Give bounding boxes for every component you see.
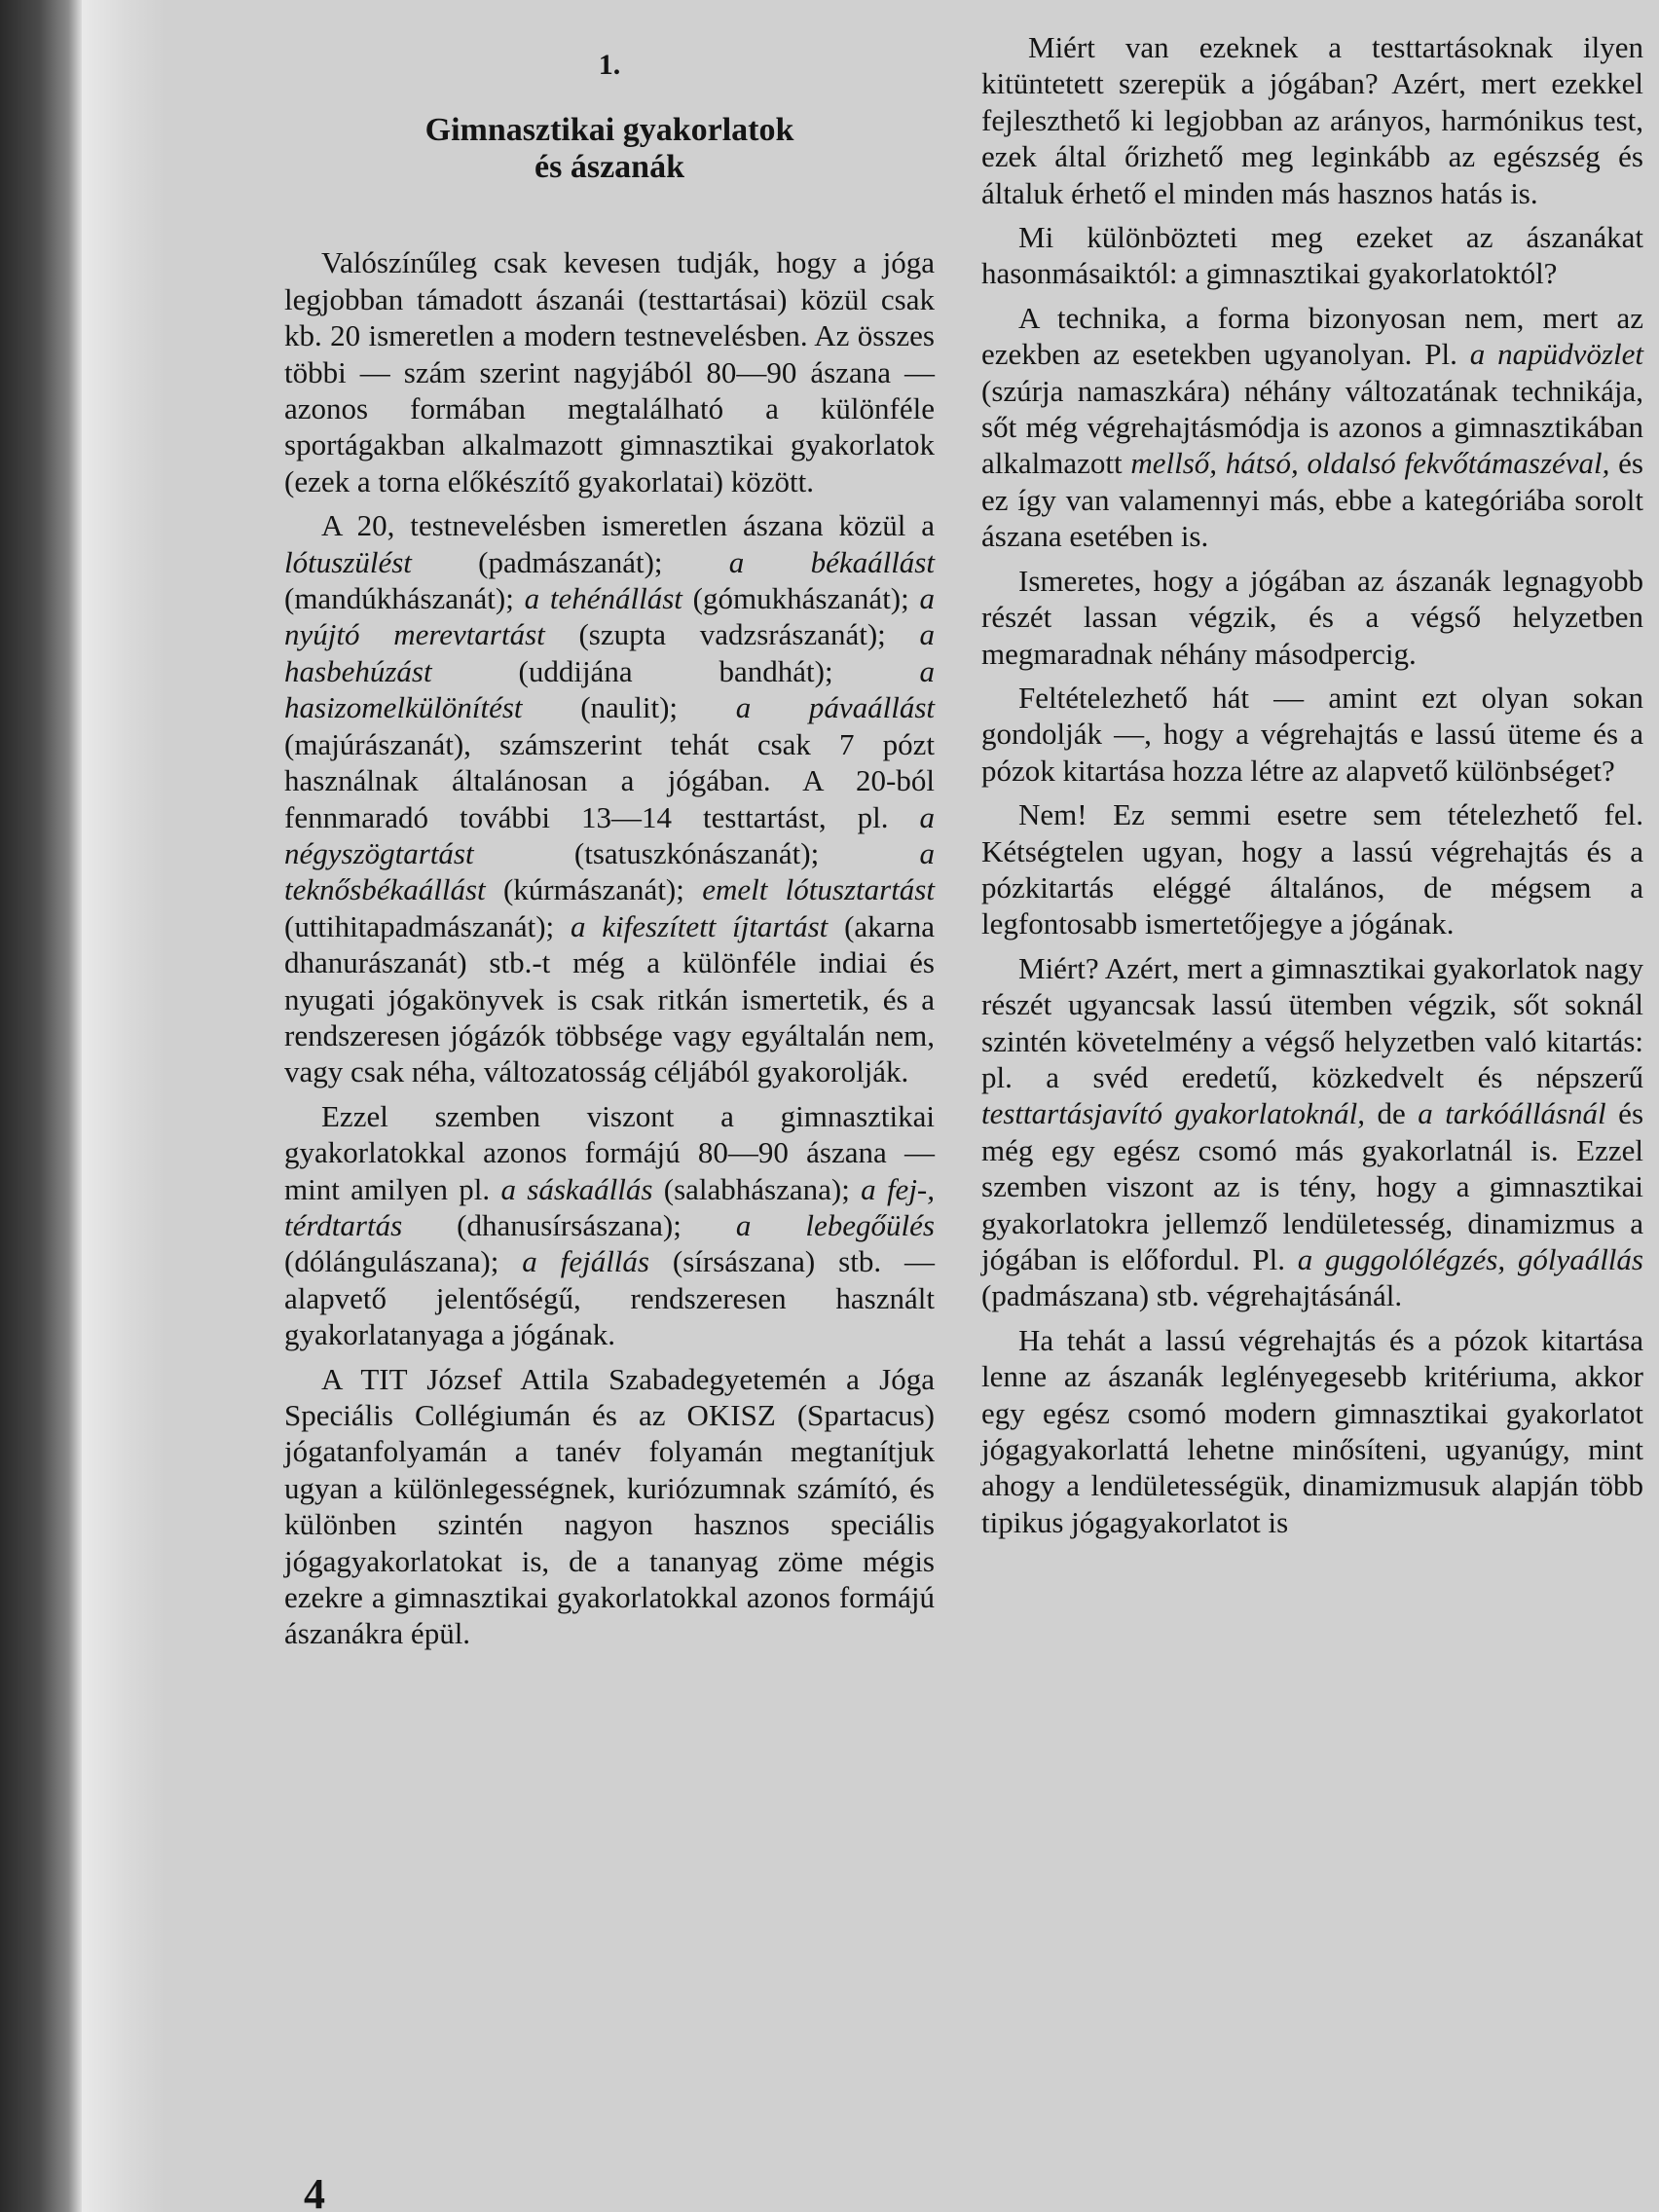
text-run: (uttihitapadmászanát); — [284, 908, 571, 943]
paragraph — [981, 680, 1643, 789]
text-run: Ha tehát a lassú végrehajtás és a pózok kitartása lenne az ászanák leglényegesebb kritériuma, akkor egy egész csomó modern gimnasztikai gyakorlatot jógagyakorlattá lehetne minősíteni, ugyanúgy, mint ahogy a lendületességük, dinamizmusuk alapján több tipikus jógagyakorlatot is — [981, 1322, 1643, 1539]
italic-term: a napüdvözlet — [1469, 337, 1643, 372]
text-run: (szúrja namaszkára) néhány változatának technikája, sőt még végrehajtásmódja is azonos a gimnasztikában alkalmazott — [981, 373, 1643, 481]
text-run: (gómukhászanát); — [682, 581, 920, 616]
italic-term: mellső, hátsó, oldalsó fekvőtámaszéval, — [1130, 446, 1610, 481]
text-run: (dólángulászana); — [284, 1244, 523, 1279]
text-run: Ezzel szemben viszont a gimnasztikai gyakorlatokkal azonos formájú 80—90 ászana — mint amilyen pl. — [284, 1098, 935, 1206]
paragraph — [981, 219, 1643, 292]
text-run: (padmászana) stb. végrehajtásánál. — [981, 1278, 1403, 1313]
italic-term: a hasizomelkülönítést — [284, 653, 935, 725]
text-run: Mi különbözteti meg ezeket az ászanákat hasonmásaiktól: a gimnasztikai gyakorlatoktól? — [981, 220, 1643, 291]
text-run: (akarna dhanurászanát) stb.-t még a különféle indiai és nyugati jógakönyvek is csak ritkán ismertetik, és a rendszeresen jógázók többsége vagy egyáltalán nem, vagy csak néha, változatosság céljából gyakorolják. — [284, 908, 935, 1089]
page-edge — [82, 0, 169, 2212]
chapter-title — [284, 112, 935, 186]
italic-term: lótuszülést — [284, 544, 412, 579]
text-run: A technika, a forma bizonyosan nem, mert az ezekben az esetekben ugyanolyan. Pl. — [981, 300, 1643, 372]
paragraph — [284, 507, 935, 1090]
page-number: 4 — [304, 2170, 325, 2212]
text-run: Nem! Ez semmi esetre sem tételezhető fel. Kétségtelen ugyan, hogy a lassú végrehajtás és a pózkitartás eléggé általános, de mégsem a legfontosabb ismertetőjegye a jógának. — [981, 797, 1643, 941]
italic-term: a tarkóállásnál — [1418, 1096, 1606, 1131]
text-run: (dhanusírsászana); — [402, 1207, 736, 1242]
italic-term: a hasbehúzást — [284, 617, 936, 688]
left-column-body — [284, 244, 935, 1651]
right-column-body — [981, 29, 1643, 1540]
text-run: (kúrmászanát); — [485, 872, 703, 907]
right-column — [981, 29, 1643, 1540]
italic-term: a lebegőülés — [735, 1207, 935, 1242]
text-run: A TIT József Attila Szabadegyetemén a Jóga Speciális Collégiumán és az OKISZ (Spartacus) jógatanfolyamán a tanév folyamán megtanítjuk ugyan a különlegességnek, kuriózumnak számító, és különben szintén nagyon hasznos speciális jógagyakorlatokat is, de a tananyag zöme mégis ezekre a gimnasztikai gyakorlatokkal azonos formájú ászanákra épül. — [284, 1361, 935, 1651]
italic-term: a sáskaállás — [500, 1171, 653, 1206]
text-run: de — [1364, 1096, 1419, 1131]
binding-margin — [0, 0, 82, 2212]
left-column — [284, 39, 935, 1652]
paragraph — [284, 1361, 935, 1652]
text-run: (sírsászana) stb. — alapvető jelentőségű, rendszeresen használt gyakorlatanyaga a jógának. — [284, 1244, 935, 1352]
text-run: (salabhászana); — [652, 1171, 862, 1206]
paragraph — [284, 1098, 935, 1353]
italic-term: a fejállás — [522, 1244, 649, 1279]
paragraph — [981, 950, 1643, 1314]
paragraph — [284, 244, 935, 499]
text-run: Miért? Azért, mert a gimnasztikai gyakorlatok nagy részét ugyancsak lassú ütemben végzik, sőt soknál szintén követelmény a végső helyzetben való kitartás: pl. a svéd eredetű, közkedvelt és népszerű — [981, 950, 1643, 1094]
paragraph — [981, 796, 1643, 942]
italic-term: a nyújtó merevtartást — [284, 581, 935, 652]
text-run: (mandúkhászanát); — [284, 581, 525, 616]
italic-term: a fej-, térdtartás — [284, 1171, 936, 1242]
paragraph — [981, 1322, 1643, 1540]
text-run: Miért van ezeknek a testtartásoknak ilyen kitüntetett szerepük a jógában? Azért, mert ezekkel fejleszthető ki legjobban az arányos, harmónikus test, ezek által őrizhető meg leginkább az egészség és általuk érhető el minden más hasznos hatás is. — [981, 30, 1643, 210]
chapter-number: 1. — [598, 49, 621, 81]
title-line-1: Gimnasztikai gyakorlatok — [424, 112, 794, 149]
paragraph — [981, 29, 1643, 211]
text-run: Valószínűleg csak kevesen tudják, hogy a jóga legjobban támadott ászanái (testtartásai) közül csak kb. 20 ismeretlen a modern testnevelésben. Az összes többi — szám szerint nagyjából 80—90 ászana — azonos formában megtalálható a különféle sportágakban alkalmazott gimnasztikai gyakorlatok (ezek a torna előkészítő gyakorlatai) között. — [284, 245, 935, 498]
text-run: A 20, testnevelésben ismeretlen ászana közül a — [321, 508, 935, 543]
book-page — [166, 0, 1659, 2212]
paragraph — [981, 563, 1643, 672]
text-run: és még egy egész csomó más gyakorlatnál is. Ezzel szemben viszont az is tény, hogy a gimnasztikai gyakorlatokra jellemző lendületesség, dinamizmus a jógában is előfordul. Pl. — [981, 1096, 1644, 1276]
italic-term: a pávaállást — [735, 690, 935, 725]
text-run: (padmászanát); — [411, 544, 729, 579]
italic-term: a négyszögtartást — [284, 799, 935, 870]
text-run: és ez így van valamennyi más, ebbe a kategóriába sorolt ászana esetében is. — [981, 446, 1643, 554]
text-run: (uddijána bandhát); — [431, 653, 920, 688]
title-line-2: és ászanák — [535, 149, 684, 186]
text-run: Ismeretes, hogy a jógában az ászanák legnagyobb részét lassan végzik, és a végső helyzetben megmaradnak néhány másodpercig. — [981, 563, 1643, 671]
text-run: (tsatuszkónászanát); — [473, 835, 920, 870]
text-run: Feltételezhető hát — amint ezt olyan sokan gondolják —, hogy a végrehajtás e lassú üteme és a pózok kitartása hozza létre az alapvető különbséget? — [981, 680, 1643, 788]
italic-term: emelt lótusztartást — [702, 872, 935, 907]
text-run: (majúrászanát), számszerint tehát csak 7 pózt használnak általánosan a jógában. A 20-ból fennmaradó további 13—14 testtartást, pl. — [284, 726, 935, 834]
italic-term: a guggolólégzés, gólyaállás — [1297, 1242, 1643, 1276]
italic-term: testtartásjavító gyakorlatoknál, — [981, 1096, 1365, 1131]
paragraph — [981, 300, 1643, 555]
italic-term: a teknősbékaállást — [284, 835, 935, 907]
text-run: (szupta vadzsrászanát); — [544, 617, 920, 652]
italic-term: a kifeszített íjtartást — [570, 908, 829, 943]
text-run: (naulit); — [522, 690, 736, 725]
italic-term: a tehénállást — [524, 581, 682, 616]
italic-term: a békaállást — [728, 544, 935, 579]
